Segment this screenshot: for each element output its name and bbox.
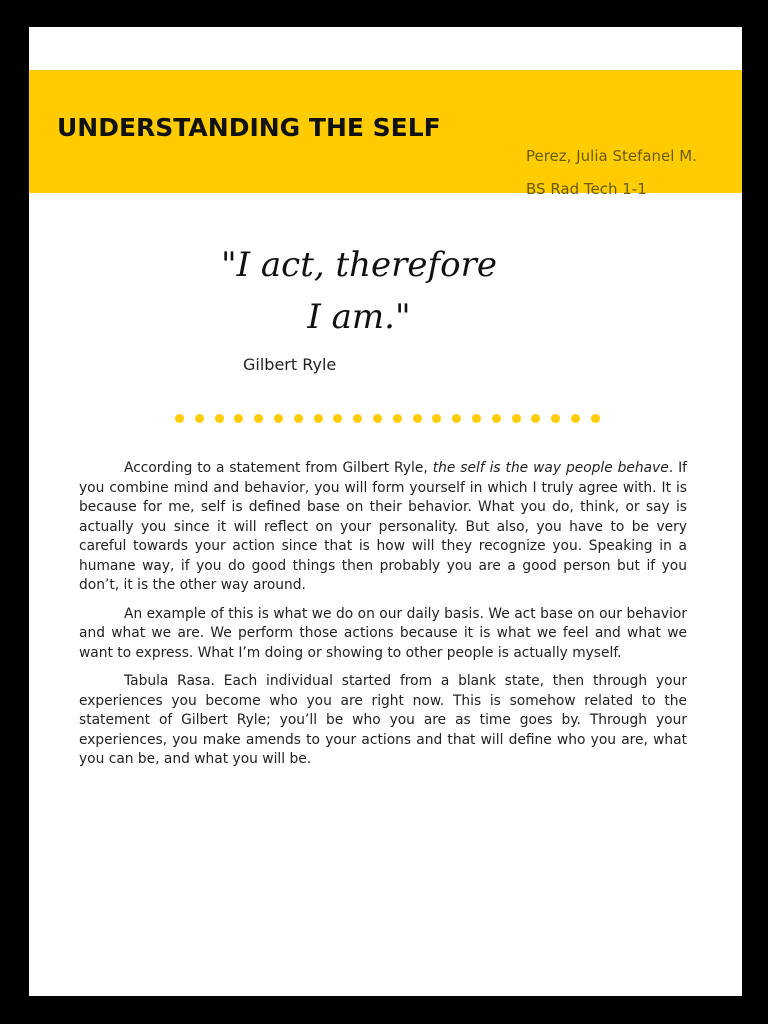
- quote-author: Gilbert Ryle: [243, 355, 337, 374]
- divider-dot: [353, 414, 362, 423]
- course-label: BS Rad Tech 1-1: [526, 180, 647, 198]
- divider-dot: [551, 414, 560, 423]
- divider-dot: [234, 414, 243, 423]
- divider-dot: [294, 414, 303, 423]
- divider-dot: [531, 414, 540, 423]
- divider-dot: [333, 414, 342, 423]
- paragraph-1: [79, 459, 687, 596]
- divider-dot: [591, 414, 600, 423]
- author-name: Perez, Julia Stefanel M.: [526, 147, 697, 165]
- paragraph-2: An example of this is what we do on our daily basis. We act base on our behavior and what we are. We perform those actions because it is what we feel and what we want to express. What I’m doing or showing to other people is actually myself.: [79, 605, 687, 661]
- divider-dot: [274, 414, 283, 423]
- divider-dot: [452, 414, 461, 423]
- body-text: [79, 459, 687, 779]
- divider-dot: [175, 414, 184, 423]
- divider-dot: [432, 414, 441, 423]
- quote-text: "I act, therefore I am.": [221, 245, 497, 337]
- divider-dot: [413, 414, 422, 423]
- dot-divider: [175, 414, 605, 426]
- divider-dot: [492, 414, 501, 423]
- document-title: UNDERSTANDING THE SELF: [57, 113, 441, 142]
- divider-dot: [571, 414, 580, 423]
- divider-dot: [314, 414, 323, 423]
- paragraph-3: Tabula Rasa. Each individual started from a blank state, then through your experiences you become who you are right now. This is somehow related to the statement of Gilbert Ryle; you’ll be who you are as time goes by. Through your experiences, you make amends to your actions and that will define who you are, what you can be, and what you will be.: [79, 673, 687, 767]
- paragraph-1-emphasis: the self is the way people behave: [432, 460, 669, 476]
- divider-dot: [393, 414, 402, 423]
- divider-dot: [373, 414, 382, 423]
- document-page: [29, 27, 742, 996]
- divider-dot: [512, 414, 521, 423]
- divider-dot: [472, 414, 481, 423]
- paragraph-1-start: According to a statement from Gilbert Ryle,: [124, 460, 433, 476]
- divider-dot: [195, 414, 204, 423]
- header-band: [29, 70, 742, 198]
- divider-dot: [254, 414, 263, 423]
- divider-dot: [215, 414, 224, 423]
- paragraph-1-rest: . If you combine mind and behavior, you will form yourself in which I truly agree with. It is because for me, self is defined base on their behavior. What you do, think, or say is actually you since it will reflect on your personality. But also, you have to be very careful towards your action since that is how will they recognize you. Speaking in a humane way, if you do good things then probably you are a good person but if you don’t, it is the other way around.: [79, 460, 687, 593]
